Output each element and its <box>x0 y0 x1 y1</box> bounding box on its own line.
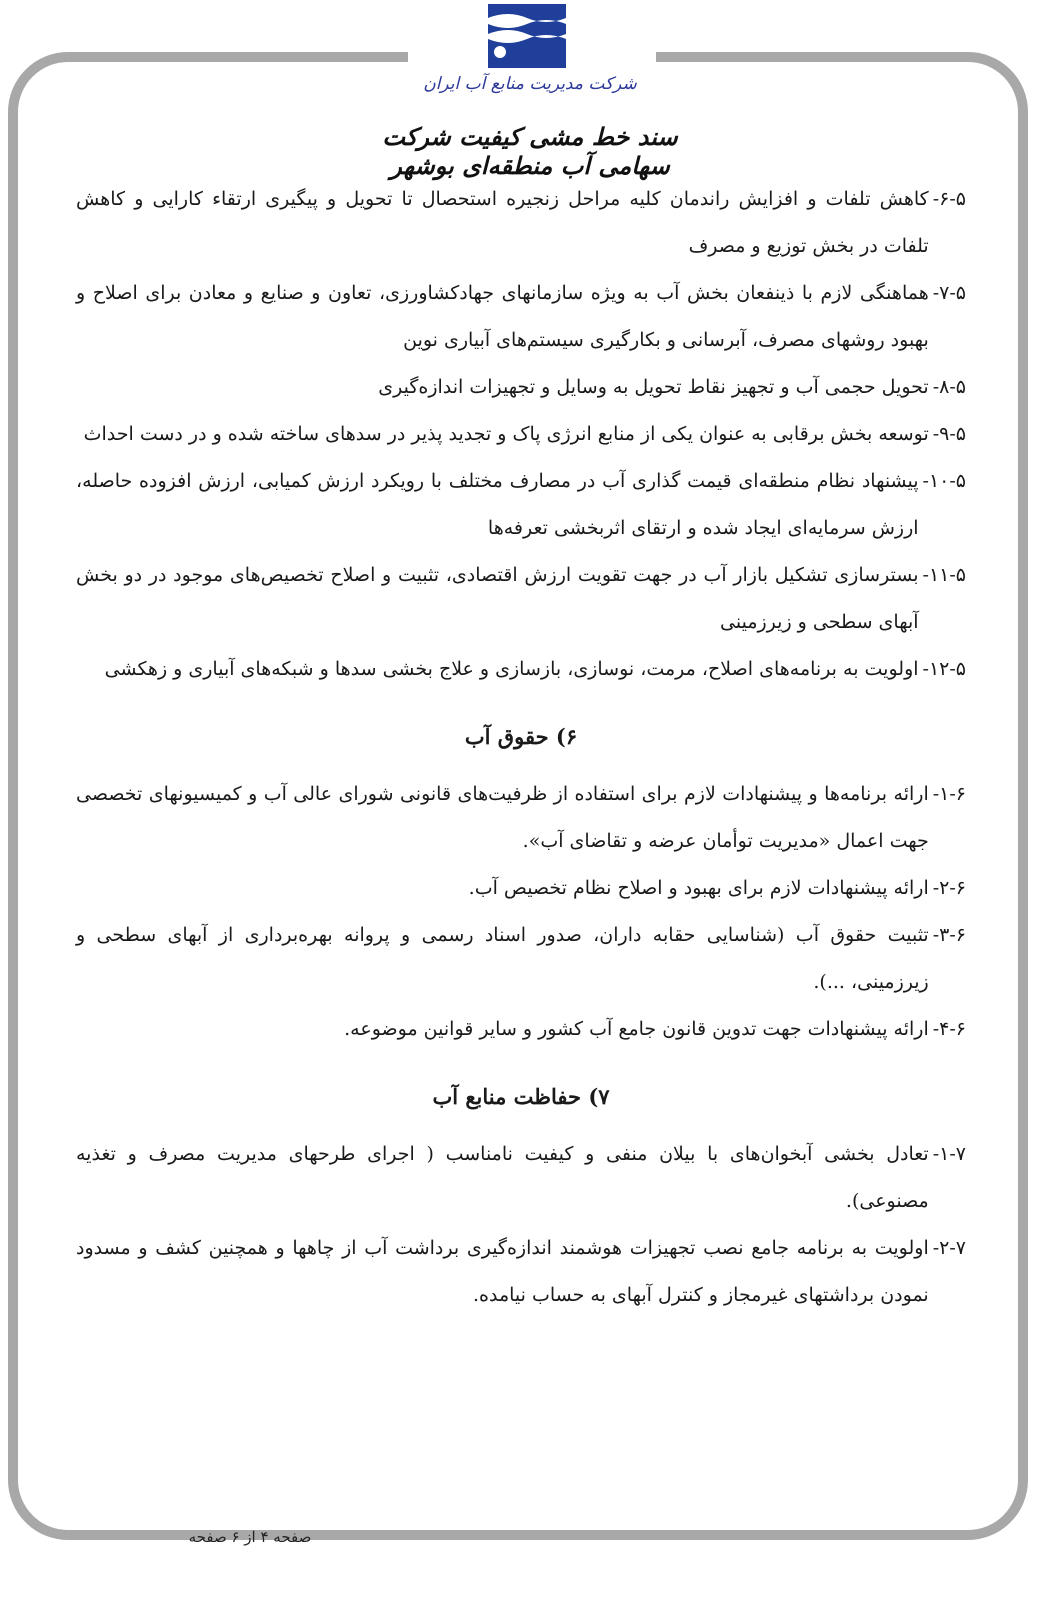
item-number: ۴-۶- <box>932 1018 966 1040</box>
item-number: ۱۱-۵- <box>922 564 966 586</box>
water-waves-logo-icon <box>488 4 566 68</box>
item-number: ۲-۶- <box>932 877 966 899</box>
list-item <box>76 1131 966 1225</box>
section-6-list <box>76 771 966 1053</box>
item-text: ارائه برنامه‌ها و پیشنهادات لازم برای استفاده از ظرفیت‌های قانونی شورای عالی آب و کمیسیونهای تخصصی جهت اعمال «مدیریت توأمان عرضه و تقاضای آب». <box>76 783 929 852</box>
document-body <box>76 176 966 1319</box>
list-item <box>76 364 966 411</box>
item-number: ۱-۷- <box>932 1143 966 1165</box>
item-text: هماهنگی لازم با ذینفعان بخش آب به ویژه سازمانهای جهادکشاورزی، تعاون و صنایع و معادن برای اصلاح و بهبود روشهای مصرف، آبرسانی و بکارگیری سیستم‌های آبیاری نوین <box>76 282 929 351</box>
list-item <box>76 865 966 912</box>
item-text: اولویت به برنامه جامع نصب تجهیزات هوشمند اندازه‌گیری برداشت آب از چاهها و همچنین کشف و مسدود نمودن برداشتهای غیرمجاز و کنترل آبهای به حساب نیامده. <box>76 1237 929 1306</box>
item-number: ۲-۷- <box>932 1237 966 1259</box>
item-number: ۹-۵- <box>932 423 966 445</box>
list-item <box>76 1225 966 1319</box>
list-item <box>76 912 966 1006</box>
list-item <box>76 552 966 646</box>
item-number: ۱-۶- <box>932 783 966 805</box>
list-item <box>76 1006 966 1053</box>
item-number: ۳-۶- <box>932 924 966 946</box>
item-number: ۱۰-۵- <box>922 470 966 492</box>
item-text: بسترسازی تشکیل بازار آب در جهت تقویت ارزش اقتصادی، تثبیت و اصلاح تخصیص‌های موجود در دو بخش آبهای سطحی و زیرزمینی <box>76 564 919 633</box>
item-text: ارائه پیشنهادات لازم برای بهبود و اصلاح نظام تخصیص آب. <box>468 877 929 899</box>
item-number: ۶-۵- <box>932 188 966 210</box>
section-5-list <box>76 176 966 693</box>
item-number: ۱۲-۵- <box>922 658 966 680</box>
item-text: تعادل بخشی آبخوان‌های با بیلان منفی و کیفیت نامناسب ( اجرای طرحهای مدیریت مصرف و تغذیه مصنوعی). <box>76 1143 929 1212</box>
list-item <box>76 176 966 270</box>
section-6-heading: ۶) حقوق آب <box>464 724 578 749</box>
page-number: صفحه ۴ از ۶ صفحه <box>188 1528 312 1546</box>
item-text: تحویل حجمی آب و تجهیز نقاط تحویل به وسایل و تجهیزات اندازه‌گیری <box>378 376 929 398</box>
list-item <box>76 270 966 364</box>
list-item <box>76 411 966 458</box>
list-item <box>76 771 966 865</box>
item-text: کاهش تلفات و افزایش راندمان کلیه مراحل زنجیره استحصال تا تحویل و پیگیری ارتقاء کارایی و کاهش تلفات در بخش توزیع و مصرف <box>76 188 929 257</box>
company-name: شرکت مدیریت منابع آب ایران <box>423 74 637 94</box>
item-number: ۸-۵- <box>932 376 966 398</box>
section-7-heading: ۷) حفاظت منابع آب <box>432 1084 610 1109</box>
item-text: ارائه پیشنهادات جهت تدوین قانون جامع آب کشور و سایر قوانین موضوعه. <box>344 1018 929 1040</box>
item-text: اولویت به برنامه‌های اصلاح، مرمت، نوسازی، بازسازی و علاج بخشی سدها و شبکه‌های آبیاری و زهکشی <box>104 658 919 680</box>
item-number: ۷-۵- <box>932 282 966 304</box>
list-item <box>76 646 966 693</box>
document-title: سند خط مشی کیفیت شرکت سهامی آب منطقه‌ای بوشهر <box>382 122 678 180</box>
list-item <box>76 458 966 552</box>
item-text: پیشنهاد نظام منطقه‌ای قیمت گذاری آب در مصارف مختلف با رویکرد ارزش کمیابی، ارزش افزوده حاصله، ارزش سرمایه‌ای ایجاد شده و ارتقای اثربخشی تعرفه‌ها <box>76 470 919 539</box>
item-text: تثبیت حقوق آب (شناسایی حقابه داران، صدور اسناد رسمی و پروانه بهره‌برداری از آبهای سطحی و زیرزمینی، ...). <box>76 924 929 993</box>
section-7-list <box>76 1131 966 1319</box>
item-text: توسعه بخش برقابی به عنوان یکی از منابع انرژی پاک و تجدید پذیر در سدهای ساخته شده و در دست احداث <box>83 423 929 445</box>
